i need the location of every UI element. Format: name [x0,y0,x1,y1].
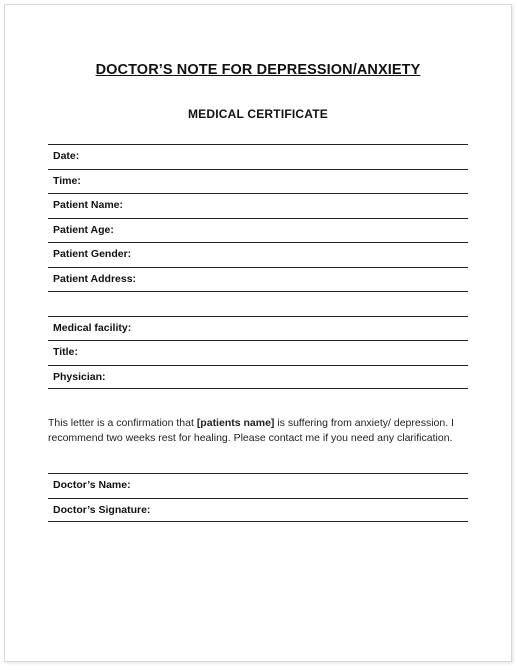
field-patient-address-continued[interactable] [48,291,468,316]
field-patient-gender[interactable]: Patient Gender: [48,242,468,267]
field-patient-age[interactable]: Patient Age: [48,218,468,243]
field-date[interactable]: Date: [48,144,468,169]
doctor-info-form [48,473,468,522]
document-title: DOCTOR’S NOTE FOR DEPRESSION/ANXIETY [95,62,421,78]
field-doctor-name[interactable]: Doctor’s Name: [48,473,468,498]
confirmation-letter [48,416,472,445]
field-patient-address[interactable]: Patient Address: [48,267,468,292]
field-patient-name[interactable]: Patient Name: [48,193,468,218]
letter-patient-placeholder: [patients name] [196,417,275,429]
field-doctor-signature[interactable]: Doctor’s Signature: [48,498,468,523]
field-physician[interactable]: Physician: [48,365,468,390]
document-subtitle: MEDICAL CERTIFICATE [187,107,329,121]
field-title[interactable]: Title: [48,340,468,365]
field-medical-facility[interactable]: Medical facility: [48,316,468,341]
patient-info-form [48,144,468,389]
letter-prefix: This letter is a confirmation that [48,417,197,429]
field-time[interactable]: Time: [48,169,468,194]
letter-suffix: is suffering from anxiety/ depression. I recommend two weeks rest for healing. Please contact me if you need any clarification. [48,417,454,444]
